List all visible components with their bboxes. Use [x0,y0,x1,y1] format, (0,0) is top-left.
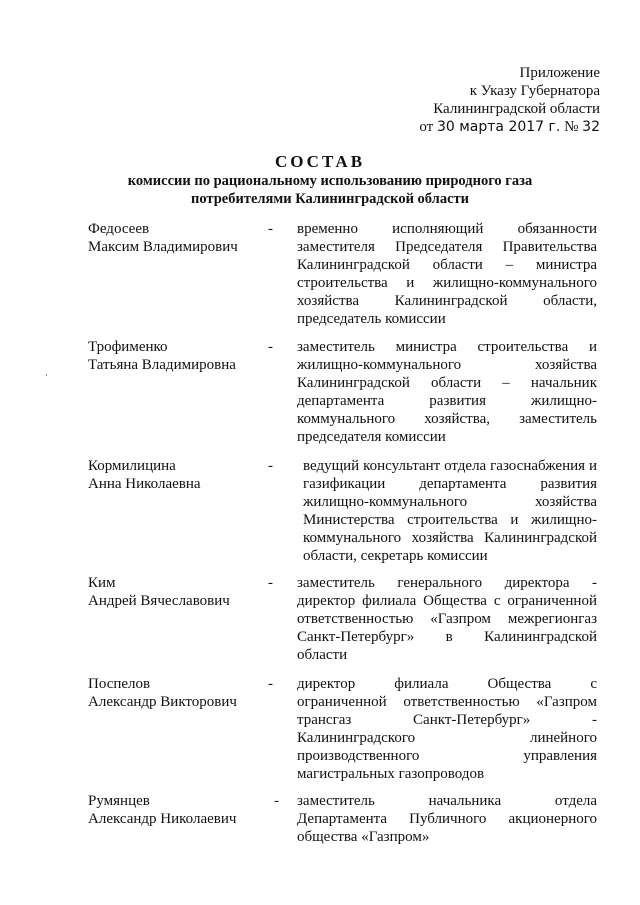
appendix-header [380,64,600,136]
role-line: общества «Газпром» [297,829,430,845]
scan-mark [46,374,47,376]
member-given-names: Александр Николаевич [88,811,237,827]
appendix-decree-ref: к Указу Губернатора [469,83,600,99]
member-name [88,792,268,828]
member-dash: - [268,575,273,591]
role-line: директор филиала Общества с ограниченной [297,593,597,609]
member-name [88,220,268,256]
member-role [303,457,597,565]
role-line: заместитель начальника отдела [297,793,597,809]
appendix-date: 30 марта 2017 г. [436,119,561,135]
role-line: ведущий консультант отдела газоснабжения и [303,458,597,474]
role-line: председателя комиссии [297,429,446,445]
member-role [297,574,597,664]
role-line: заместитель генерального директора - [297,575,597,591]
appendix-label: Приложение [519,65,600,81]
role-line: производственного управления [297,748,597,764]
member-name [88,457,268,493]
role-line: Калининградского линейного [297,730,597,746]
role-line: магистральных газопроводов [297,766,485,782]
role-line: коммунального хозяйства, заместитель [297,411,597,427]
document-subtitle [100,172,560,208]
appendix-date-prefix: от [419,119,434,135]
role-line: Калининградской области – министра [297,257,597,273]
member-surname: Кормилицина [88,458,176,474]
appendix-region: Калининградской области [433,101,600,117]
role-line: заместителя Председателя Правительства [297,239,597,255]
role-line: департамента развития жилищно- [297,393,597,409]
member-dash: - [274,793,279,809]
role-line: газификации департамента развития [303,476,597,492]
member-name [88,574,268,610]
role-line: Министерства строительства и жилищно- [303,512,597,528]
role-line: Департамента Публичного акционерного [297,811,597,827]
subtitle-line-1: комиссии по рациональному использованию природного газа [127,173,533,189]
role-line: жилищно-коммунального хозяйства [303,494,597,510]
member-name [88,675,268,711]
member-surname: Румянцев [88,793,150,809]
document-title: СОСТАВ [274,152,366,171]
role-line: области, секретарь комиссии [303,548,488,564]
member-role [297,338,597,446]
role-line: хозяйства Калининградской области, [297,293,597,309]
member-given-names: Андрей Вячеславович [88,593,230,609]
member-surname: Федосеев [88,221,150,237]
member-surname: Поспелов [88,676,151,692]
role-line: Калининградской области – начальник [297,375,597,391]
member-role [297,792,597,846]
role-line: председатель комиссии [297,311,446,327]
member-given-names: Максим Владимирович [88,239,238,255]
role-line: коммунального хозяйства Калининградской [303,530,597,546]
role-line: Санкт-Петербург» в Калининградской [297,629,597,645]
appendix-number: 32 [582,119,600,135]
member-dash: - [268,339,273,355]
member-surname: Трофименко [88,339,168,355]
member-role [297,675,597,783]
appendix-number-sign: № [564,119,579,135]
member-role [297,220,597,328]
member-dash: - [268,676,273,692]
role-line: трансгаз Санкт-Петербург» - [297,712,597,728]
subtitle-line-2: потребителями Калининградской области [191,191,469,207]
role-line: жилищно-коммунального хозяйства [297,357,597,373]
member-dash: - [268,221,273,237]
role-line: ответственностью «Газпром межрегионгаз [297,611,597,627]
role-line: ограниченной ответственностью «Газпром [297,694,597,710]
role-line: области [297,647,348,663]
member-given-names: Александр Викторович [88,694,237,710]
role-line: строительства и жилищно-коммунального [297,275,597,291]
appendix-date-line [380,118,600,136]
member-given-names: Анна Николаевна [88,476,201,492]
member-dash: - [268,458,273,474]
member-name [88,338,268,374]
member-surname: Ким [88,575,116,591]
role-line: директор филиала Общества с [297,676,597,692]
role-line: временно исполняющий обязанности [297,221,597,237]
member-given-names: Татьяна Владимировна [88,357,236,373]
role-line: заместитель министра строительства и [297,339,597,355]
